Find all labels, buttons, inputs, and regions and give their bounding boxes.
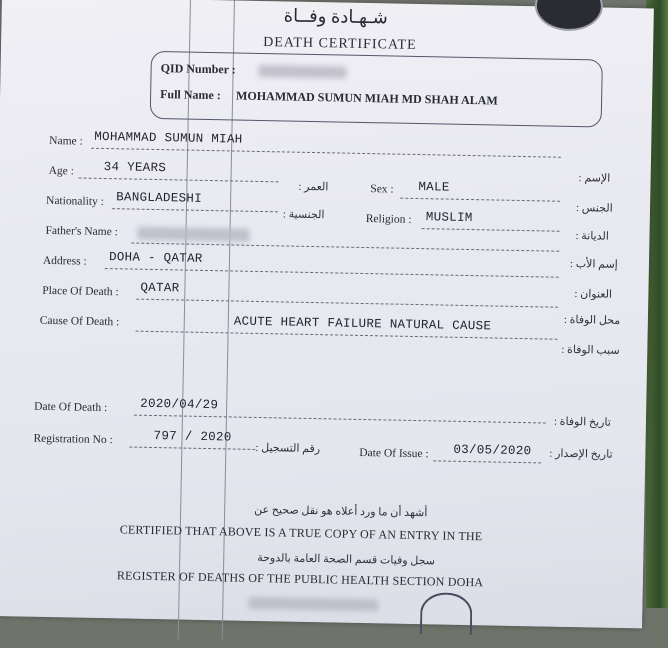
registration-no-label: Registration No : xyxy=(33,432,113,447)
name-value: MOHAMMAD SUMUN MIAH xyxy=(94,129,243,147)
name-label-arabic: الإسم : xyxy=(578,172,611,185)
registration-no-label-arabic: رقم التسجيل : xyxy=(255,441,321,456)
date-of-death-label-arabic: تاريخ الوفاة : xyxy=(553,415,611,429)
sex-label: Sex : xyxy=(370,183,394,196)
place-of-death-rule xyxy=(136,299,558,308)
religion-value: MUSLIM xyxy=(425,210,473,226)
nationality-label-arabic: الجنسية : xyxy=(282,208,325,222)
cause-of-death-value: ACUTE HEART FAILURE NATURAL CAUSE xyxy=(233,314,492,334)
age-label-arabic: العمر : xyxy=(298,180,329,194)
cause-of-death-label-arabic: سبب الوفاة : xyxy=(561,343,620,357)
age-value: 34 YEARS xyxy=(103,159,167,176)
full-name-value: MOHAMMAD SUMUN MIAH MD SHAH ALAM xyxy=(235,88,498,108)
bottom-stamp xyxy=(420,592,473,635)
registration-no-value: 797 / 2020 xyxy=(153,428,232,445)
place-of-death-label: Place Of Death : xyxy=(42,284,119,299)
place-of-death-value: QATAR xyxy=(140,280,180,296)
nationality-label: Nationality : xyxy=(45,194,104,208)
name-rule xyxy=(91,148,561,158)
date-of-issue-label: Date Of Issue : xyxy=(359,446,429,461)
age-rule xyxy=(79,178,279,183)
qid-number-redacted xyxy=(258,65,346,79)
father-name-rule xyxy=(131,243,559,252)
qid-number-label: QID Number : xyxy=(160,61,236,77)
address-label: Address : xyxy=(42,254,87,268)
cause-of-death-rule xyxy=(136,331,558,340)
address-rule xyxy=(105,268,559,278)
father-name-redacted xyxy=(137,227,249,242)
place-of-death-label-arabic: محل الوفاة : xyxy=(563,313,621,327)
religion-label: Religion : xyxy=(365,213,412,226)
date-of-death-value: 2020/04/29 xyxy=(140,396,219,413)
registration-no-rule xyxy=(129,447,255,450)
full-name-label: Full Name : xyxy=(160,87,221,103)
certification-line2: REGISTER OF DEATHS OF THE PUBLIC HEALTH SECTION DOHA xyxy=(116,568,484,590)
official-seal xyxy=(534,0,603,32)
date-of-death-rule xyxy=(134,415,546,424)
name-label: Name : xyxy=(49,134,83,148)
nationality-value: BANGLADESHI xyxy=(116,190,203,206)
title-arabic: شـهـادة وفــاة xyxy=(283,5,388,28)
nationality-rule xyxy=(112,208,278,212)
father-name-label-arabic: إسم الأب : xyxy=(569,257,618,271)
address-label-arabic: العنوان : xyxy=(574,288,613,301)
religion-rule xyxy=(422,228,560,232)
title-english: DEATH CERTIFICATE xyxy=(263,35,417,53)
sex-label-arabic: الجنس : xyxy=(575,202,613,215)
father-name-label: Father's Name : xyxy=(45,224,118,239)
date-of-issue-rule xyxy=(433,460,541,463)
religion-label-arabic: الديانة : xyxy=(575,230,609,243)
certification-line1: CERTIFIED THAT ABOVE IS A TRUE COPY OF AN ENTRY IN THE xyxy=(119,522,483,544)
sex-rule xyxy=(400,198,560,202)
date-of-issue-label-arabic: تاريخ الإصدار : xyxy=(549,447,613,461)
signature-redacted xyxy=(248,597,378,611)
sex-value: MALE xyxy=(418,180,450,195)
certification-line1-arabic: أشهد أن ما ورد أعلاه هو نقل صحيح عن xyxy=(254,503,428,520)
address-value: DOHA - QATAR xyxy=(108,250,203,266)
date-of-death-label: Date Of Death : xyxy=(34,400,108,415)
age-label: Age : xyxy=(48,164,74,178)
date-of-issue-value: 03/05/2020 xyxy=(453,442,532,459)
certification-line2-arabic: سجل وفيات قسم الصحة العامة بالدوحة xyxy=(257,552,436,568)
cause-of-death-label: Cause Of Death : xyxy=(39,314,120,329)
